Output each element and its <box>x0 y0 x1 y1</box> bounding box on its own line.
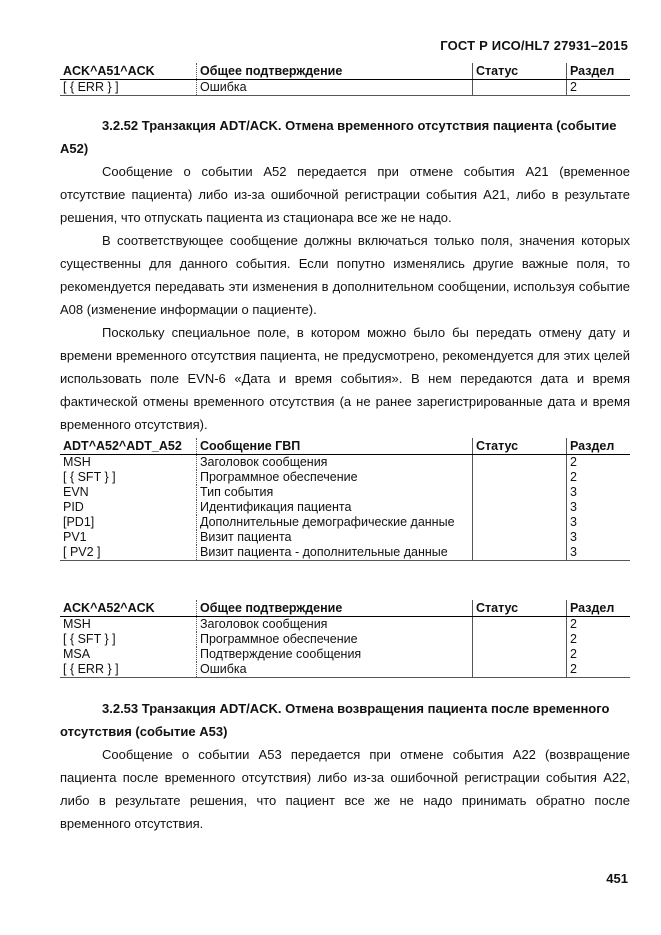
table-row: MSH Заголовок сообщения 2 <box>60 617 630 633</box>
col-description: Общее подтверждение <box>197 600 473 617</box>
table-row: [ { ERR } ] Ошибка 2 <box>60 80 630 96</box>
page-number: 451 <box>606 871 628 886</box>
table-row: MSH Заголовок сообщения 2 <box>60 455 630 471</box>
col-section: Раздел <box>567 438 631 455</box>
table-header-row <box>60 63 630 80</box>
col-section: Раздел <box>567 63 631 80</box>
paragraph: Сообщение о событии A52 передается при отмене события A21 (временное отсутствие пациента) либо из-за ошибочной регистрации события A21, либо в результате решения, что отпускать пациента из стационара все же не надо. <box>60 164 630 225</box>
col-section: Раздел <box>567 600 631 617</box>
table-row: [ PV2 ] Визит пациента - дополнительные данные 3 <box>60 545 630 561</box>
ack-a51-table <box>60 63 630 96</box>
col-status: Статус <box>473 63 567 80</box>
table-row: PID Идентификация пациента 3 <box>60 500 630 515</box>
table-header-row <box>60 438 630 455</box>
col-segment: ACK^A51^ACK <box>60 63 197 80</box>
table-row: EVN Тип события 3 <box>60 485 630 500</box>
col-status: Статус <box>473 600 567 617</box>
col-description: Сообщение ГВП <box>197 438 473 455</box>
paragraph: В соответствующее сообщение должны включаться только поля, значения которых существенны для данного события. Если попутно изменялись другие важные поля, то рекомендуется передавать эти изменения в дополнительном сообщении, используя событие A08 (изменение информации о пациенте). <box>60 233 630 317</box>
section-title-3-2-53: 3.2.53 Транзакция ADT/ACK. Отмена возвращения пациента после временного отсутствия (событие A53) <box>60 701 610 739</box>
col-segment: ACK^A52^ACK <box>60 600 197 617</box>
adt-a52-table <box>60 438 630 561</box>
paragraph: Сообщение о событии A53 передается при отмене события A22 (возвращение пациента после временного отсутствия) либо из-за ошибочной регистрации события A22, либо в результате решения, что пациент все же не надо принимать обратно после временного отсутствия. <box>60 747 630 831</box>
paragraph: Поскольку специальное поле, в котором можно было бы передать отмену дату и времени временного отсутствия пациента, не предусмотрено, рекомендуется для этих целей использовать поле EVN-6 «Дата и время события». В нем передаются дата и время фактической отмены временного отсутствия (а не ранее зарегистрированные дата и время временного отсутствия). <box>60 325 630 432</box>
document-header: ГОСТ Р ИСО/HL7 27931–2015 <box>440 38 628 53</box>
col-status: Статус <box>473 438 567 455</box>
section-title-3-2-52: 3.2.52 Транзакция ADT/ACK. Отмена временного отсутствия пациента (событие A52) <box>60 118 617 156</box>
col-segment: ADT^A52^ADT_A52 <box>60 438 197 455</box>
table-row: [ { ERR } ] Ошибка 2 <box>60 662 630 678</box>
table-row: MSA Подтверждение сообщения 2 <box>60 647 630 662</box>
table-header-row <box>60 600 630 617</box>
table-row: PV1 Визит пациента 3 <box>60 530 630 545</box>
col-description: Общее подтверждение <box>197 63 473 80</box>
ack-a52-table <box>60 600 630 678</box>
table-row: [ { SFT } ] Программное обеспечение 2 <box>60 470 630 485</box>
table-row: [ { SFT } ] Программное обеспечение 2 <box>60 632 630 647</box>
table-row: [PD1] Дополнительные демографические данные 3 <box>60 515 630 530</box>
